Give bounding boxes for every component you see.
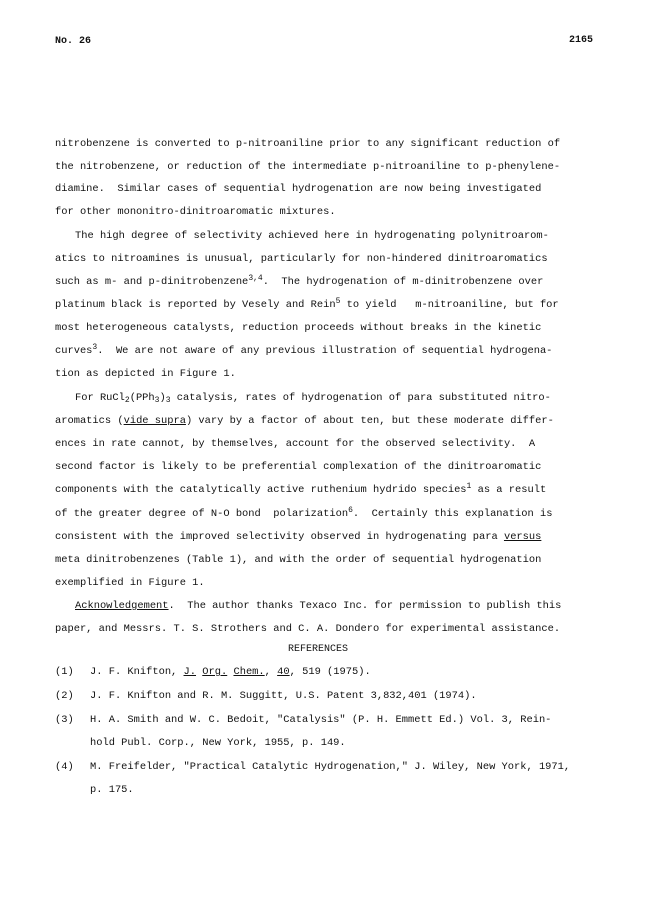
reference-4-text: M. Freifelder, "Practical Catalytic Hydrogenation," J. Wiley, New York, 1971, [90, 761, 571, 773]
paragraph-3-line-3: ences in rate cannot, by themselves, account for the observed selectivity. A [55, 438, 536, 450]
acknowledgement-heading: Acknowledgement [75, 600, 169, 612]
references-heading: REFERENCES [288, 644, 349, 655]
paragraph-2-line-2: atics to nitroamines is unusual, particularly for non-hindered dinitroaromatics [55, 253, 548, 265]
paragraph-2-line-7: tion as depicted in Figure 1. [55, 368, 236, 380]
paragraph-3-line-5: components with the catalytically active ruthenium hydrido species$^1$ as a result [55, 482, 547, 496]
underlined-vide-supra: vide supra [123, 415, 186, 427]
paragraph-1-line-4: for other mononitro-dinitroaromatic mixtures. [55, 206, 336, 218]
paragraph-2-line-1: The high degree of selectivity achieved here in hydrogenating polynitroarom- [75, 230, 549, 242]
paragraph-1-line-1: nitrobenzene is converted to p-nitroaniline prior to any significant reduction of [55, 138, 561, 150]
paragraph-3-line-6: of the greater degree of N-O bond polarization$^6$. Certainly this explanation is [55, 506, 553, 520]
reference-2-number: (2) [55, 690, 74, 702]
acknowledgement-line-1: Acknowledgement. The author thanks Texaco Inc. for permission to publish this [75, 600, 562, 612]
paragraph-3-line-7: consistent with the improved selectivity observed in hydrogenating para versus [55, 531, 542, 543]
paragraph-2-line-5: most heterogeneous catalysts, reduction proceeds without breaks in the kinetic [55, 322, 542, 334]
citation-superscript: 3 [92, 343, 98, 352]
reference-4-number: (4) [55, 761, 74, 773]
paragraph-3-line-2: aromatics (vide supra) vary by a factor of about ten, but these moderate differ- [55, 415, 554, 427]
citation-superscript: 3,4 [248, 274, 263, 283]
acknowledgement-line-2: paper, and Messrs. T. S. Strothers and C. A. Dondero for experimental assistance. [55, 623, 561, 635]
underlined-versus: versus [503, 531, 542, 543]
paragraph-1-line-2: the nitrobenzene, or reduction of the intermediate p-nitroaniline to p-phenylene- [55, 161, 561, 173]
paragraph-2-line-3: such as m- and p-dinitrobenzene$^{3,4}$. The hydrogenation of m-dinitrobenzene over [55, 274, 544, 288]
paragraph-3-line-8: meta dinitrobenzenes (Table 1), and with the order of sequential hydrogenation [55, 554, 542, 566]
journal-issue-number: No. 26 [55, 36, 92, 47]
paragraph-3-line-9: exemplified in Figure 1. [55, 577, 205, 589]
citation-superscript: 1 [466, 482, 472, 491]
reference-3-continuation: hold Publ. Corp., New York, 1955, p. 149. [90, 737, 346, 749]
reference-4-continuation: p. 175. [90, 784, 134, 796]
reference-3-number: (3) [55, 714, 74, 726]
citation-superscript: 6 [348, 506, 353, 515]
paragraph-2-line-6: curves$^3$. We are not aware of any previous illustration of sequential hydrogena- [55, 343, 553, 357]
reference-1-text: J. F. Knifton, J. Org. Chem., 40, 519 (1975). [90, 666, 371, 678]
paragraph-2-line-4: platinum black is reported by Vesely and Rein$^5$ to yield m-nitroaniline, but for [55, 297, 559, 311]
reference-1-number: (1) [55, 666, 74, 678]
page-number: 2165 [569, 35, 594, 46]
reference-2-text: J. F. Knifton and R. M. Suggitt, U.S. Patent 3,832,401 (1974). [90, 690, 477, 702]
citation-superscript: 5 [335, 297, 341, 306]
paragraph-3-line-4: second factor is likely to be preferential complexation of the dinitroaromatic [55, 461, 542, 473]
paragraph-1-line-3: diamine. Similar cases of sequential hydrogenation are now being investigated [55, 183, 542, 195]
paragraph-3-line-1: For $RuCl_2(PPh_3)_3$ catalysis, rates of hydrogenation of para substituted nitro- [75, 392, 551, 405]
reference-3-text: H. A. Smith and W. C. Bedoit, "Catalysis" (P. H. Emmett Ed.) Vol. 3, Rein- [90, 714, 552, 726]
